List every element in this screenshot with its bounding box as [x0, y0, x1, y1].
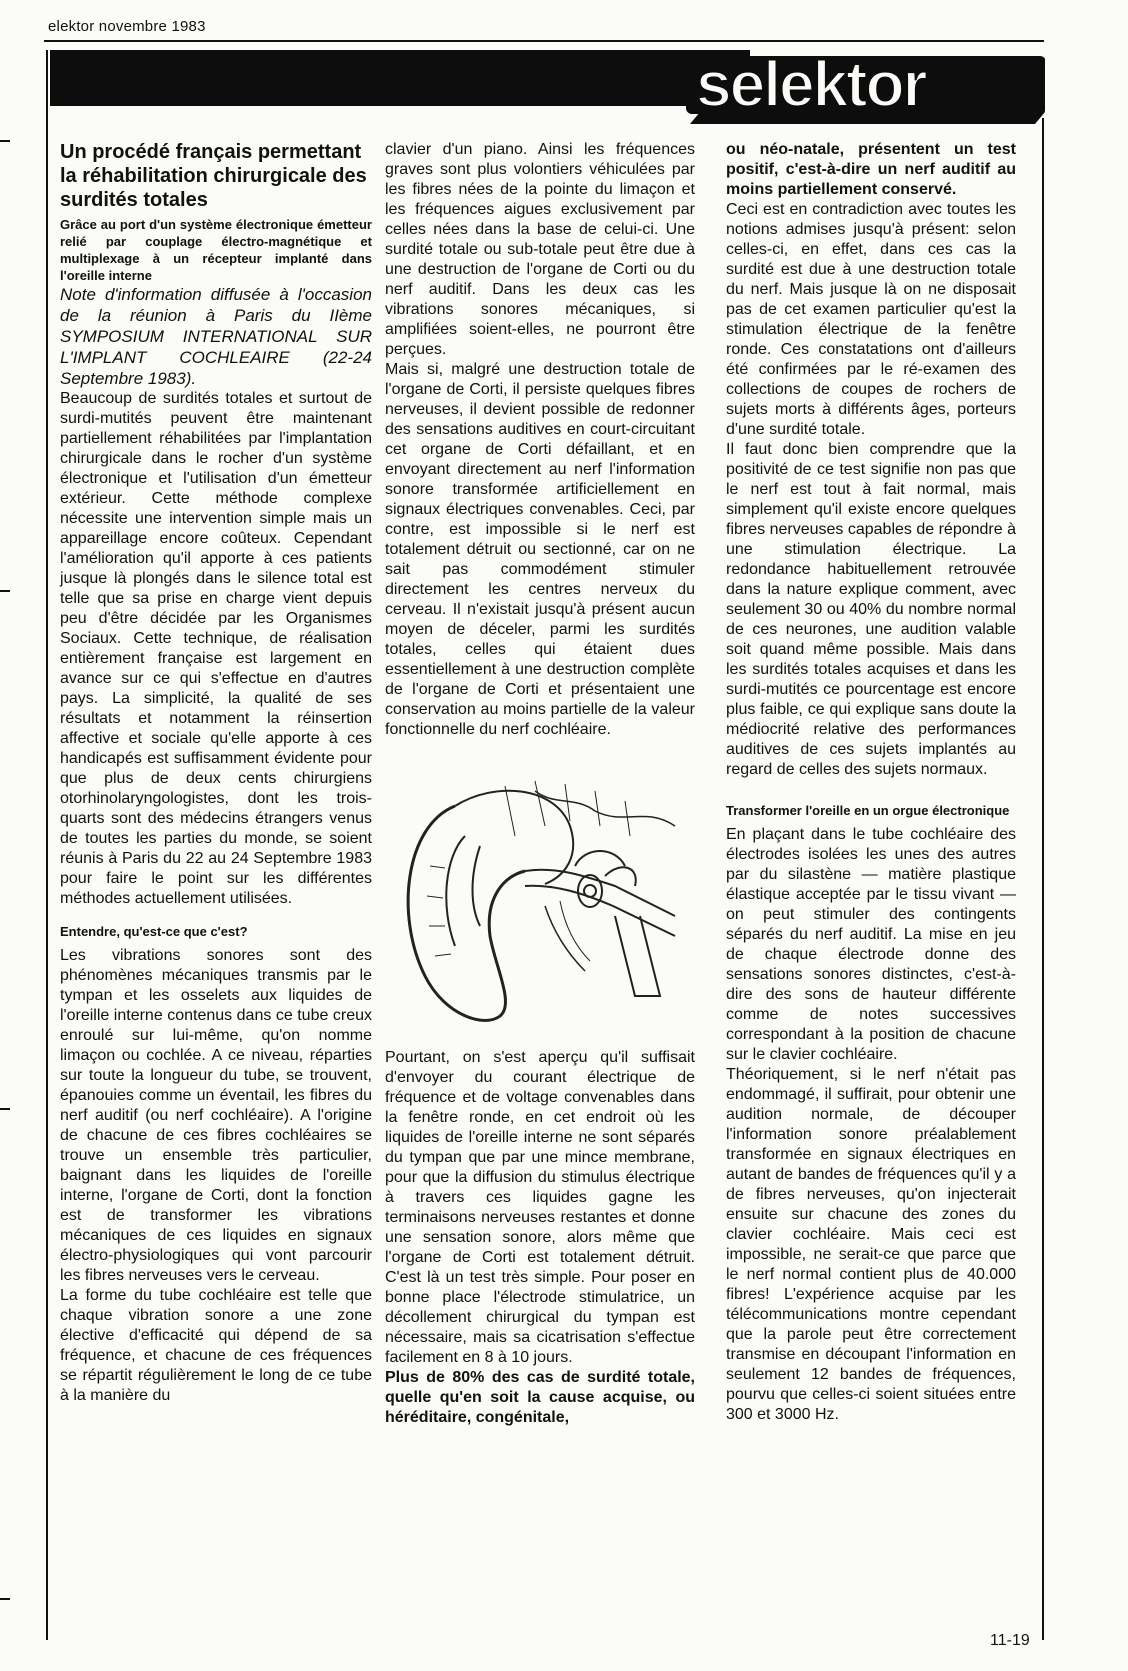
paragraph: Ceci est en contradiction avec toutes les notions admises jusqu'à présent: selon celles-ci, en effet, dans ces cas la surdité est due à une destruction totale du nerf. Mais jusque là on ne disposait pas de cet examen particulier qu'est la stimulation électrique de la fenêtre ronde. Ces constatations ont d'ailleurs été confirmées par le ré-examen des collections de coupes de rochers de sujets morts à différents âges, porteurs d'une surdité totale. — [726, 201, 1016, 438]
paragraph: Il faut donc bien comprendre que la positivité de ce test signifie non pas que le nerf est tout à fait normal, mais simplement qu'il existe encore quelques fibres nerveuses capables de répondre à une stimulation électrique. La redondance habituellement retrouvée dans la nature explique comment, avec seulement 30 ou 40% du nombre normal de ces neurones, une audition valable soit quand même possible. Mais dans les surdités totales acquises et dans les surdi-mutités ce pourcentage est encore plus faible, ce qui explique sans doute la médiocrité relative des performances auditives de ces sujets implantés au regard de celles des sujets normaux. — [726, 441, 1016, 778]
subhead: Transformer l'oreille en un orgue électronique — [726, 803, 1010, 818]
margin-mark — [0, 1598, 10, 1600]
svg-text:selektor: selektor — [696, 48, 926, 120]
frame-right-rule — [1042, 118, 1044, 1640]
margin-mark — [0, 590, 10, 592]
column-1 — [60, 140, 372, 1406]
header-band-shadow — [50, 94, 700, 106]
article-title: Un procédé français permettant la réhabilitation chirurgicale des surdités totales — [60, 141, 367, 211]
margin-mark — [0, 140, 10, 142]
paragraph-bold: ou néo-natale, présentent un test positif, c'est-à-dire un nerf auditif au moins partiellement conservé. — [726, 141, 1016, 198]
paragraph: Mais si, malgré une destruction totale de l'organe de Corti, il persiste quelques fibres nerveuses, il devient possible de redonner des sensations auditives en court-circuitant cet organe de Corti défaillant, et en envoyant directement au nerf l'information sonore transformée artificiellement en signaux électriques convenables. Ceci, par contre, est impossible si le nerf est totalement détruit ou sectionné, car on ne sait pas commodément stimuler directement les centres nerveux du cerveau. Il n'existait jusqu'à présent aucun moyen de déceler, parmi les surdités totales, celles qui étaient dues essentiellement à une destruction complète de l'organe de Corti et présentaient une conservation au moins partielle de la valeur fonctionnelle du nerf cochléaire. — [385, 361, 695, 738]
paragraph: La forme du tube cochléaire est telle que chaque vibration sonore a une zone élective d'efficacité qui dépend de sa fréquence, et chacune de ces fréquences se répartit régulièrement le long de ce tube à la manière du — [60, 1287, 372, 1404]
page-number: 11-19 — [990, 1632, 1030, 1649]
subhead: Entendre, qu'est-ce que c'est? — [60, 924, 248, 939]
column-3 — [726, 140, 1016, 1425]
ear-anatomy-illustration — [385, 766, 685, 1036]
paragraph: Les vibrations sonores sont des phénomènes mécaniques transmis par le tympan et les osselets aux liquides de l'oreille interne contenus dans ce tube creux enroulé sur lui-même, qu'on nomme limaçon ou cochlée. A ce niveau, réparties sur toute la longueur du tube, se trouvent, épanouies comme un éventail, les fibres du nerf auditif (ou nerf cochléaire). A l'origine de chacune de ces fibres cochléaires se trouve un ensemble très particulier, baignant dans les liquides de l'oreille interne, l'organe de Corti, dont la fonction est de transformer les vibrations mécaniques de ces liquides en signaux électro-physiologiques qui vont parcourir les fibres nerveuses vers le cerveau. — [60, 947, 372, 1284]
paragraph: Théoriquement, si le nerf n'était pas endommagé, il suffirait, pour obtenir une audition normale, de découper l'information sonore préalablement transformée en signaux électriques en autant de bandes de fréquences qu'il y a de fibres nerveuses, qu'on injecterait ensuite sur chacune des zones du clavier cochléaire. Mais ceci est impossible, ne serait-ce que parce que le nerf normal contient plus de 40.000 fibres! L'expérience acquise par les télécommunications montre cependant que la parole peut être correctement transmise en découpant l'information en seulement 12 bandes de fréquences, pourvu que celles-ci soient situées entre 300 et 3000 Hz. — [726, 1066, 1016, 1423]
margin-mark — [0, 1108, 10, 1110]
article-deck: Grâce au port d'un système électronique émetteur relié par couplage électro-magnétique et multiplexage à un récepteur implanté dans l'oreille interne — [60, 217, 372, 283]
paragraph-bold: Plus de 80% des cas de surdité totale, quelle qu'en soit la cause acquise, ou héréditaire, congénitale, — [385, 1369, 695, 1426]
header-band — [50, 50, 750, 94]
paragraph: clavier d'un piano. Ainsi les fréquences graves sont plus volontiers véhiculées par les fibres nées de la pointe du limaçon et les fréquences aigues exclusivement par celles nées dans la base de celui-ci. Une surdité totale ou sub-totale peut être due à une destruction de l'organe de Corti ou du nerf auditif. Dans les deux cas les vibrations sonores mécaniques, si amplifiées soient-elles, ne pourront être perçues. — [385, 141, 695, 358]
frame-left-rule — [46, 50, 48, 1640]
paragraph: Pourtant, on s'est aperçu qu'il suffisait d'envoyer du courant électrique de fréquence et de voltage convenables dans la fenêtre ronde, en cet endroit où les liquides de l'oreille interne ne sont séparés du tympan que par une mince membrane, pour que la diffusion du stimulus électrique à travers ces liquides gagne les terminaisons nerveuses restantes et donne une sensation sonore, alors même que l'organe de Corti est totalement détruit. C'est là un test très simple. Pour poser en bonne place l'électrode stimulatrice, un décollement chirurgical du tympan est nécessaire, mais sa cicatrisation s'effectue facilement en 8 à 10 jours. — [385, 1049, 695, 1366]
column-2 — [385, 140, 695, 1428]
running-head: elektor novembre 1983 — [48, 18, 206, 35]
selektor-logo — [680, 38, 1045, 130]
paragraph: En plaçant dans le tube cochléaire des électrodes isolées les unes des autres par du silastène — matière plastique élastique acceptée par le tissu vivant — on peut stimuler des contingents séparés du nerf auditif. La mise en jeu de chaque électrode donne des sensations sonores distinctes, c'est-à-dire des sons de hauteur différente comme de notes successives correspondant à la position de chacune sur le clavier cochléaire. — [726, 826, 1016, 1063]
article-intro: Note d'information diffusée à l'occasion de la réunion à Paris du IIème SYMPOSIUM INTERNATIONAL SUR L'IMPLANT COCHLEAIRE (22-24 Septembre 1983). — [60, 285, 372, 388]
paragraph: Beaucoup de surdités totales et surtout de surdi-mutités peuvent être maintenant partiellement réhabilitées par l'implantation chirurgicale dans le rocher d'un système électronique et l'utilisation d'un émetteur extérieur. Cette méthode complexe nécessite une intervention simple mais un appareillage encore coûteux. Cependant l'amélioration qu'il apporte à ces patients jusque là plongés dans le silence total est telle que sa prise en charge vient depuis peu d'être décidée par les Organismes Sociaux. Cette technique, de réalisation entièrement française est largement en avance sur ce qui s'effectue en d'autres pays. La simplicité, la qualité de ses résultats et notamment la réinsertion affective et sociale qu'elle apporte à ces handicapés est suffisamment évidente pour que plus de deux cents chirurgiens otorhinolaryngologistes, dont les trois-quarts sont des médecins étrangers venus de toutes les parties du monde, se soient réunis à Paris du 22 au 24 Septembre 1983 pour faire le point sur les différentes méthodes actuellement utilisées. — [60, 390, 372, 907]
